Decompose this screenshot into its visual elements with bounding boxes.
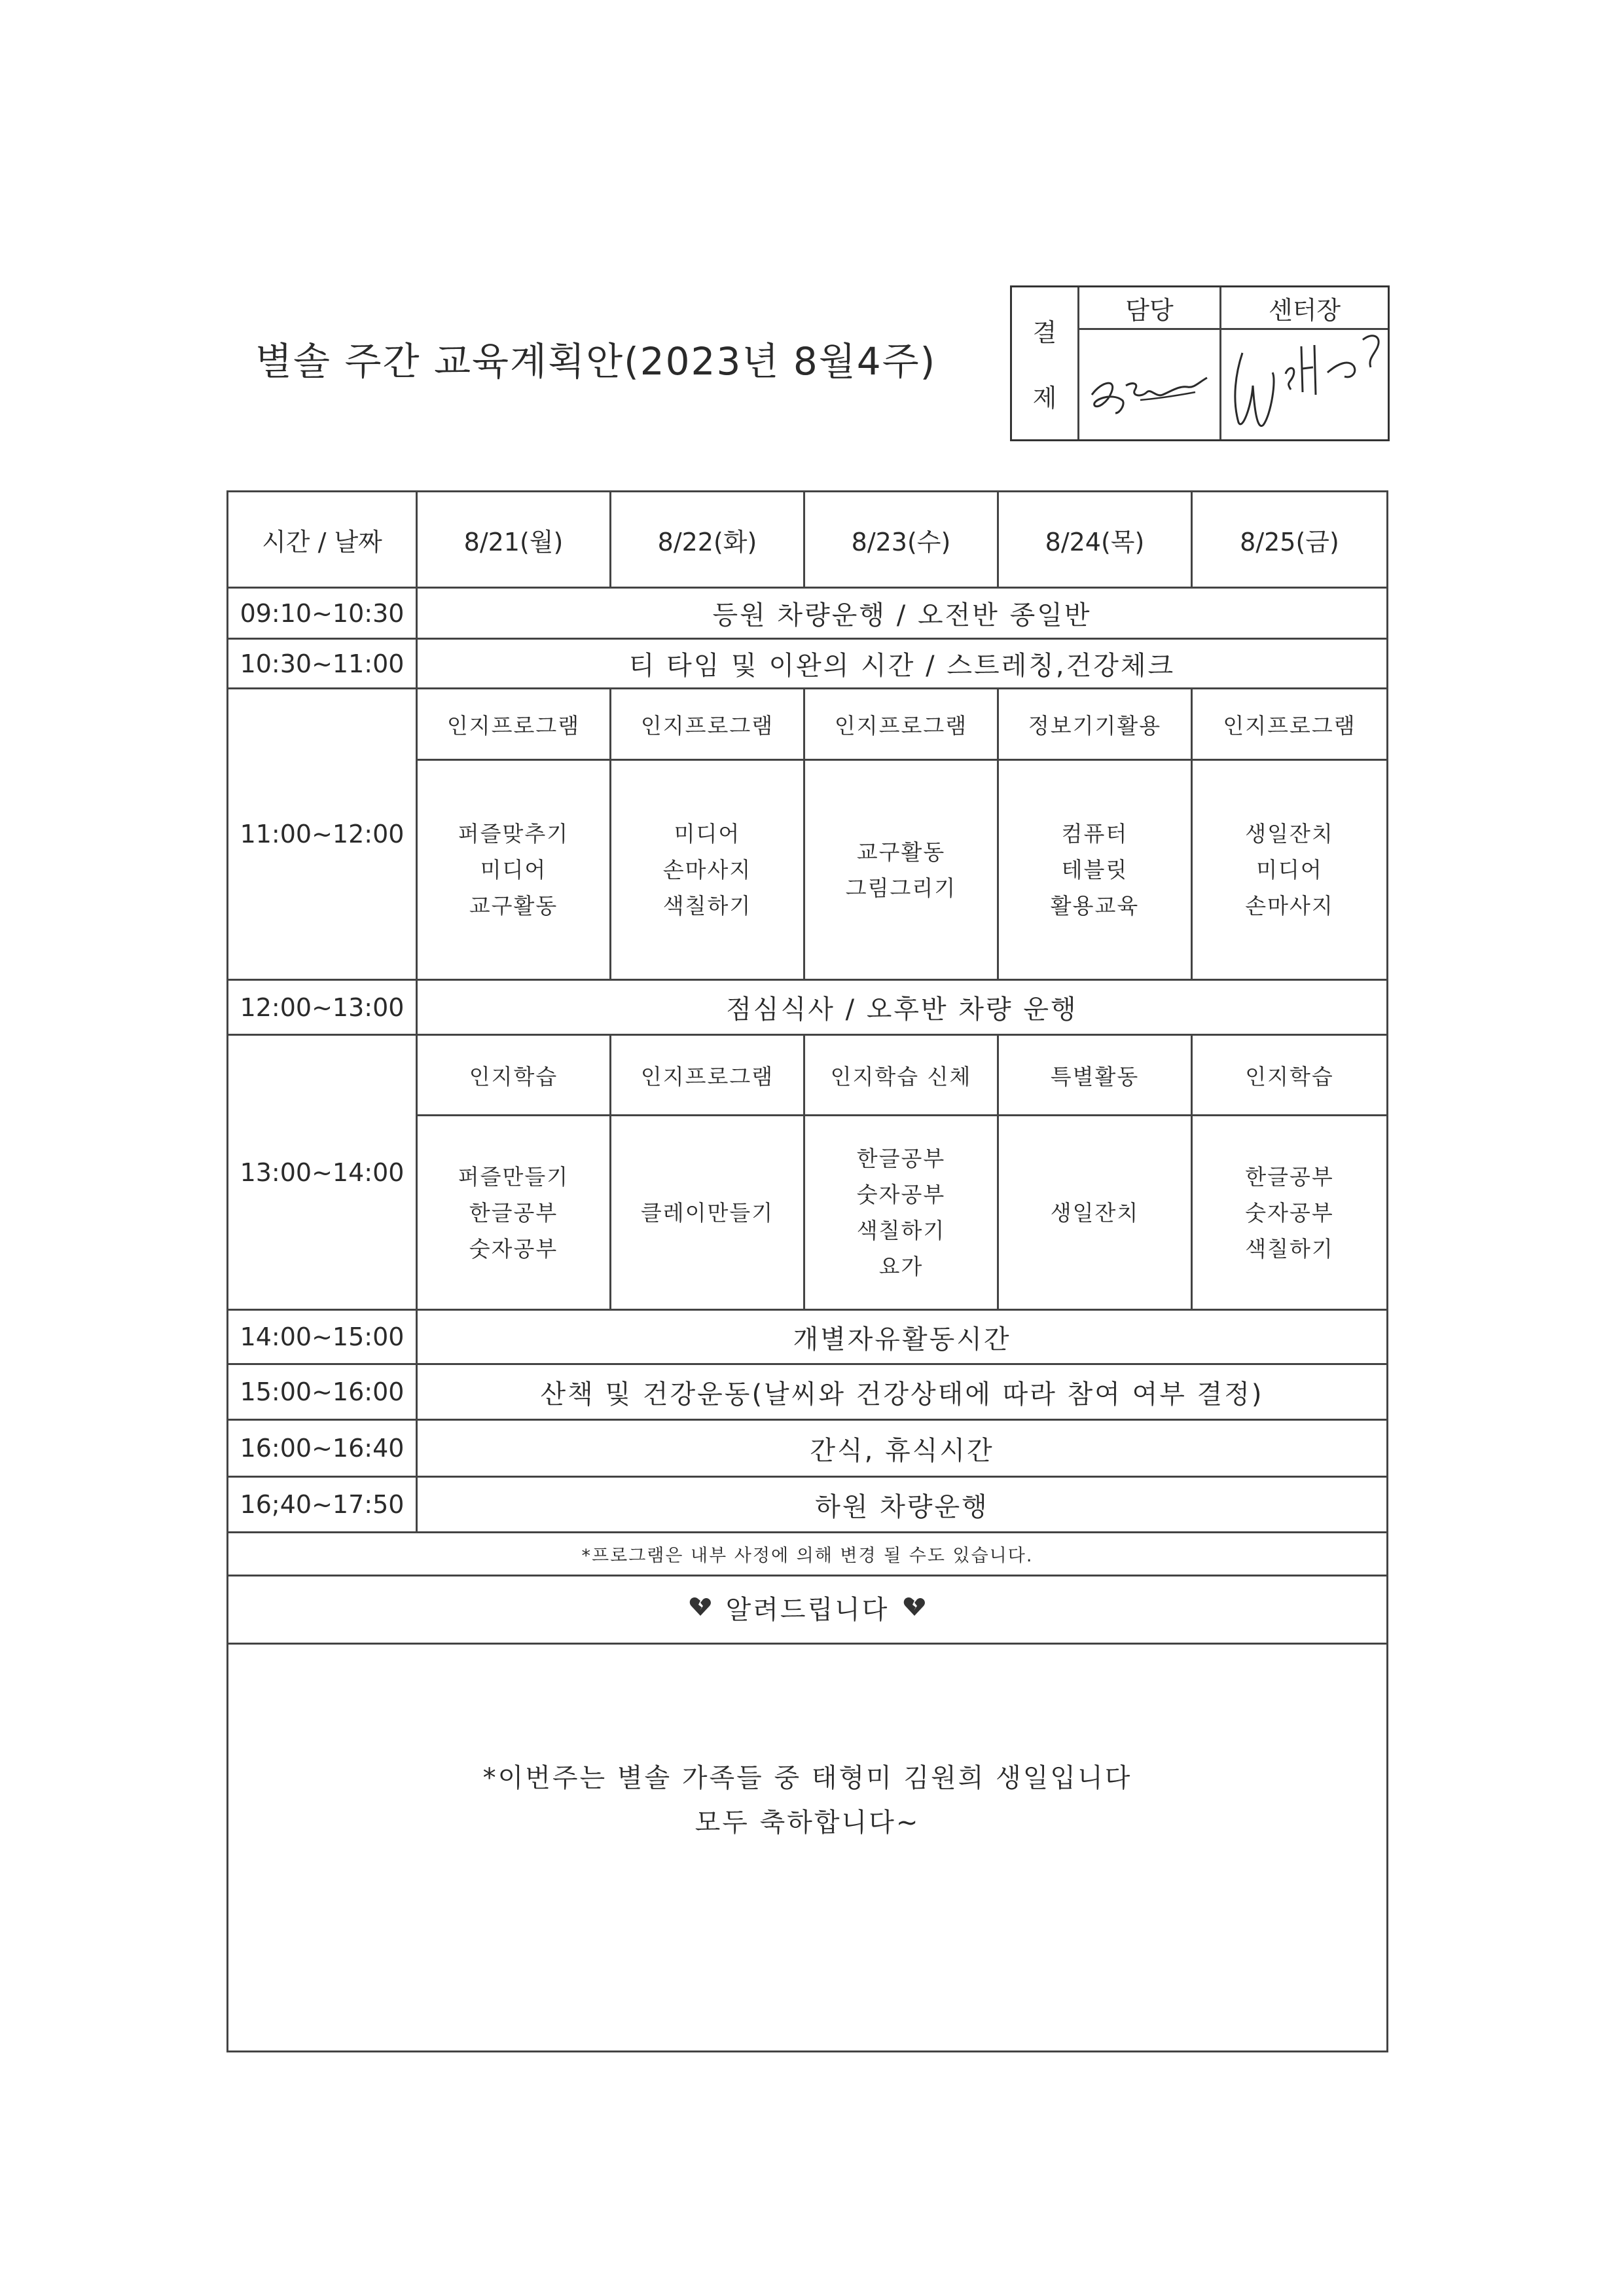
activity-1030: 티 타임 및 이완의 시간 / 스트레칭,건강체크 bbox=[628, 651, 1176, 681]
activity-line: 그림그리기 bbox=[845, 875, 957, 901]
activity-1500: 산책 및 건강운동(날씨와 건강상태에 따라 참여 여부 결정) bbox=[540, 1379, 1264, 1410]
time-0910: 09:10~10:30 bbox=[240, 598, 405, 628]
notice-title-row bbox=[228, 1576, 1386, 1643]
category-1100-mon: 인지프로그램 bbox=[446, 712, 581, 738]
time-1100: 11:00~12:00 bbox=[240, 820, 405, 848]
activity-line: 컴퓨터 bbox=[1061, 821, 1128, 847]
activities-1100-tue bbox=[611, 761, 803, 979]
activity-line: 손마사지 bbox=[662, 857, 752, 883]
activities-1300-wed bbox=[805, 1116, 997, 1309]
activity-line: 활용교육 bbox=[1050, 893, 1140, 919]
category-1100-wed: 인지프로그램 bbox=[834, 712, 968, 738]
activity-1600: 간식, 휴식시간 bbox=[810, 1435, 994, 1466]
activity-0910: 등원 차량운행 / 오전반 종일반 bbox=[712, 600, 1092, 630]
time-1640: 16;40~17:50 bbox=[240, 1490, 405, 1519]
category-1300-mon: 인지학습 bbox=[469, 1063, 558, 1089]
activity-line: 교구활동 bbox=[856, 839, 946, 865]
activity-line: 클레이만들기 bbox=[640, 1199, 774, 1226]
activity-line: 한글공부 bbox=[1245, 1163, 1334, 1190]
director-signature bbox=[1223, 327, 1386, 441]
approval-label-top: 결 bbox=[1032, 318, 1057, 347]
activity-line: 생일잔치 bbox=[1050, 1199, 1140, 1226]
approval-label-bottom: 제 bbox=[1032, 383, 1057, 412]
activity-line: 한글공부 bbox=[469, 1199, 558, 1226]
activity-line: 교구활동 bbox=[469, 893, 558, 919]
category-1300-fri: 인지학습 bbox=[1245, 1063, 1334, 1089]
approval-column-manager: 담당 bbox=[1125, 295, 1174, 325]
notice-line: *이번주는 별솔 가족들 중 태형미 김원희 생일입니다 bbox=[482, 1763, 1132, 1793]
activity-line: 요가 bbox=[878, 1254, 924, 1279]
manager-signature bbox=[1083, 340, 1217, 431]
activity-line: 테블릿 bbox=[1061, 857, 1128, 883]
time-1200: 12:00~13:00 bbox=[240, 993, 405, 1022]
activity-line: 미디어 bbox=[674, 821, 741, 847]
activity-1200: 점심식사 / 오후반 차량 운행 bbox=[726, 994, 1078, 1025]
category-1300-thu: 특별활동 bbox=[1050, 1063, 1140, 1089]
category-1100-thu: 정보기기활용 bbox=[1028, 712, 1162, 738]
header-day-fri: 8/25(금) bbox=[1240, 527, 1339, 556]
activity-line: 손마사지 bbox=[1245, 893, 1334, 919]
broken-heart-icon bbox=[689, 1588, 712, 1632]
schedule-table bbox=[226, 490, 1388, 2052]
time-1500: 15:00~16:00 bbox=[240, 1377, 405, 1406]
activity-line: 퍼즐만들기 bbox=[458, 1163, 569, 1190]
activity-1640: 하원 차량운행 bbox=[815, 1491, 989, 1522]
program-change-footnote: *프로그램은 내부 사정에 의해 변경 될 수도 있습니다. bbox=[581, 1546, 1034, 1566]
activities-1100-wed bbox=[805, 761, 997, 979]
activities-1300-thu bbox=[999, 1116, 1191, 1309]
activities-1100-fri bbox=[1193, 761, 1386, 979]
header-day-mon: 8/21(월) bbox=[463, 527, 564, 556]
notice-body bbox=[228, 1736, 1386, 1900]
activity-line: 미디어 bbox=[480, 857, 547, 883]
activity-line: 한글공부 bbox=[856, 1146, 946, 1171]
activities-1300-tue bbox=[611, 1116, 803, 1309]
activities-1100-mon bbox=[418, 761, 609, 979]
header-day-tue: 8/22(화) bbox=[657, 527, 757, 556]
header-time-date: 시간 / 날짜 bbox=[262, 527, 382, 556]
activity-line: 숫자공부 bbox=[856, 1182, 946, 1207]
header-day-thu: 8/24(목) bbox=[1045, 527, 1145, 556]
activities-1100-thu bbox=[999, 761, 1191, 979]
activity-line: 퍼즐맞추기 bbox=[458, 821, 569, 847]
activity-line: 숫자공부 bbox=[469, 1235, 558, 1262]
activity-line: 색칠하기 bbox=[1245, 1235, 1334, 1262]
time-1600: 16:00~16:40 bbox=[240, 1434, 405, 1463]
category-1300-wed: 인지학습 신체 bbox=[830, 1063, 972, 1089]
category-1300-tue: 인지프로그램 bbox=[640, 1063, 774, 1089]
category-1100-fri: 인지프로그램 bbox=[1223, 712, 1356, 738]
activities-1300-mon bbox=[418, 1116, 609, 1309]
header-day-wed: 8/23(수) bbox=[851, 527, 951, 556]
time-1400: 14:00~15:00 bbox=[240, 1322, 405, 1351]
activity-line: 숫자공부 bbox=[1245, 1199, 1334, 1226]
activities-1300-fri bbox=[1193, 1116, 1386, 1309]
activity-line: 생일잔치 bbox=[1245, 821, 1334, 847]
broken-heart-icon bbox=[903, 1588, 926, 1632]
time-1030: 10:30~11:00 bbox=[240, 649, 405, 678]
activity-line: 색칠하기 bbox=[662, 893, 752, 919]
activity-line: 미디어 bbox=[1256, 857, 1323, 883]
notice-title: 알려드립니다 bbox=[725, 1594, 890, 1625]
notice-line: 모두 축하합니다~ bbox=[695, 1808, 920, 1838]
approval-box bbox=[1010, 285, 1390, 441]
activity-line: 색칠하기 bbox=[856, 1218, 946, 1243]
approval-column-director: 센터장 bbox=[1268, 295, 1341, 325]
time-1300: 13:00~14:00 bbox=[240, 1157, 405, 1187]
category-1100-tue: 인지프로그램 bbox=[640, 712, 774, 738]
page-title: 별솔 주간 교육계획안(2023년 8월4주) bbox=[255, 339, 937, 384]
activity-1400: 개별자유활동시간 bbox=[793, 1324, 1011, 1355]
